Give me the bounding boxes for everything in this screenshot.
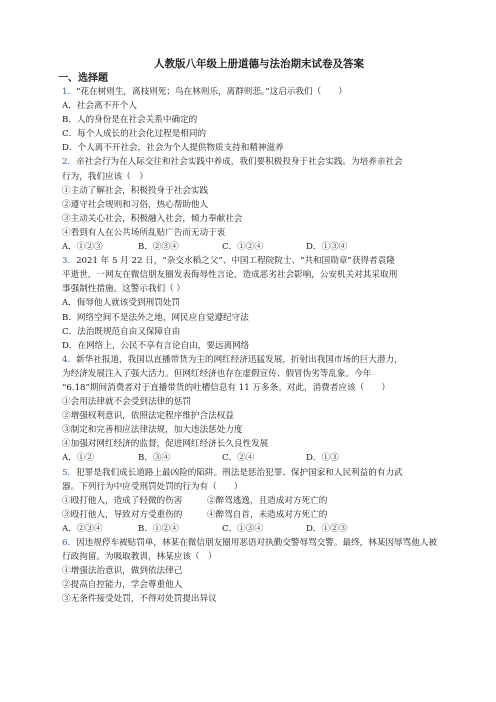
question-text: 新华社报道，我国以直播带货为主的网红经济迅猛发展，折射出我国市场的巨大潜力， bbox=[76, 354, 403, 365]
option-a: A．侮辱他人就该受到刑罚处罚 bbox=[62, 298, 180, 309]
option-c: C．②④ bbox=[222, 453, 255, 464]
question-text: 因违规停车被贴罚单，林某在微信朋友圈用恶语对执勤交警辱骂交警。最终，林某因辱骂他人被 bbox=[76, 538, 438, 548]
question-text-cont: 平逝世，一网友在微信朋友圈发表侮辱性言论，造成恶劣社会影响，公安机关对其采取刑 bbox=[62, 270, 398, 281]
option-b: B．③④ bbox=[138, 453, 171, 464]
statement-3: ③制定和完善相应法律法规，加大违法惩处力度 bbox=[62, 425, 243, 436]
question-text-cont: 行为，我们应该（ ） bbox=[62, 171, 148, 182]
statement-1: ①增强法治意识，做到依法律己 bbox=[62, 566, 183, 577]
page-title: 人教版八年级上册道德与法治期末试卷及答案 bbox=[154, 58, 364, 70]
option-a: A．社会离不开个人 bbox=[62, 101, 137, 112]
question-number: 4． bbox=[62, 354, 77, 365]
option-d: D．①③④ bbox=[306, 242, 348, 253]
statement-4: ④看到有人在公共场所乱贴广告而无动于衷 bbox=[62, 227, 226, 238]
statement-2: ②提高自控能力，学会尊重他人 bbox=[62, 580, 183, 591]
question-2-stem bbox=[62, 155, 456, 169]
answer-options bbox=[62, 451, 456, 465]
option-b: B．人的身份是在社会关系中确定的 bbox=[62, 115, 198, 126]
statement-1: ①殴打他人，造成了轻微的伤害 bbox=[62, 495, 183, 506]
question-3-stem bbox=[62, 254, 456, 268]
question-text-cont: 器。下列行为中应受刑罚处罚的行为有（ ） bbox=[62, 481, 243, 492]
question-text: 2021 年 5 月 22 日，“杂交水稻之父”、中国工程院院士、“共和国勋章”获得者袁隆 bbox=[76, 256, 395, 267]
option-a: A．①② bbox=[62, 453, 94, 464]
option-a: A．②③④ bbox=[62, 523, 103, 534]
section-heading: 一、选择题 bbox=[58, 73, 108, 84]
option-c: C．每个人成长的社会化过程是相同的 bbox=[62, 129, 207, 140]
statement-4: ④醉驾自首，未造成对方死亡的 bbox=[207, 509, 328, 520]
statement-3: ③主动关心社会，积极融入社会，倾力奉献社会 bbox=[62, 213, 243, 224]
statement-3: ③无条件接受处罚，不得对处罚提出异议 bbox=[62, 594, 217, 605]
question-number: 2． bbox=[62, 157, 77, 168]
question-text-cont: “6.18”期间消费者对于直播带货的吐槽信息有 11 万多条。对此，消费者应该（ ） bbox=[62, 382, 390, 393]
option-d: D．①③ bbox=[306, 453, 339, 464]
statement-3: ③殴打他人，导致对方受重伤的 bbox=[62, 509, 183, 520]
answer-options bbox=[62, 522, 456, 536]
question-text-cont: 事强制性措施。这警示我们（ ） bbox=[62, 284, 186, 295]
option-d: D．在网络上，公民不享有言论自由，要远离网络 bbox=[62, 340, 250, 351]
statement-row bbox=[62, 494, 456, 508]
question-text: 犯罪是我们成长道路上最凶险的陷阱。刑法是惩治犯罪、保护国家和人民利益的有力武 bbox=[76, 467, 403, 478]
question-number: 5． bbox=[62, 467, 77, 478]
question-number: 1． bbox=[62, 87, 77, 97]
option-d: D．个人离不开社会，社会为个人提供物质支持和精神滋养 bbox=[62, 143, 284, 154]
question-text: 亲社会行为在人际交往和社会实践中养成，我们要积极投身于社会实践。为培养亲社会 bbox=[76, 157, 403, 168]
statement-2: ②增强权利意识，依照法定程序维护合法权益 bbox=[62, 411, 234, 422]
option-a: A．①②③ bbox=[62, 242, 103, 253]
option-c: C．①②④ bbox=[222, 242, 263, 253]
statement-4: ④加强对网红经济的监督，促进网红经济长久良性发展 bbox=[62, 439, 269, 450]
statement-row bbox=[62, 508, 456, 522]
option-c: C．法治既规范自由又保障自由 bbox=[62, 326, 181, 337]
question-number: 6． bbox=[62, 538, 77, 548]
question-4-stem bbox=[62, 353, 456, 367]
statement-2: ②醉驾逃逸，且造成对方死亡的 bbox=[207, 495, 328, 506]
answer-options bbox=[62, 240, 456, 254]
option-b: B．网络空间不是法外之地，网民应自觉遵纪守法 bbox=[62, 312, 249, 323]
statement-1: ①主动了解社会，积极投身于社会实践 bbox=[62, 185, 209, 196]
statement-1: ①会用法律就不会受到法律的惩罚 bbox=[62, 397, 191, 408]
question-5-stem bbox=[62, 466, 456, 480]
question-1-stem bbox=[62, 85, 456, 99]
statement-2: ②遵守社会规则和习俗，热心帮助他人 bbox=[62, 199, 209, 210]
question-text: “花在树则生，离枝则死；鸟在林则乐，离群则悲。”这启示我们（ ） bbox=[76, 87, 347, 97]
question-6-stem bbox=[62, 536, 456, 550]
option-b: B．①②④ bbox=[138, 523, 179, 534]
question-number: 3． bbox=[62, 256, 77, 267]
option-c: C．①③④ bbox=[222, 523, 263, 534]
question-text-cont: 为经济发展注入了强大活力。但网红经济也存在虚假宣传、假冒伪劣等乱象。今年 bbox=[62, 368, 372, 379]
option-d: D．①②③ bbox=[306, 523, 348, 534]
option-b: B．②③④ bbox=[138, 242, 179, 253]
question-text-cont: 行政拘留。为吸取教训，林某应该（ ） bbox=[62, 552, 217, 563]
